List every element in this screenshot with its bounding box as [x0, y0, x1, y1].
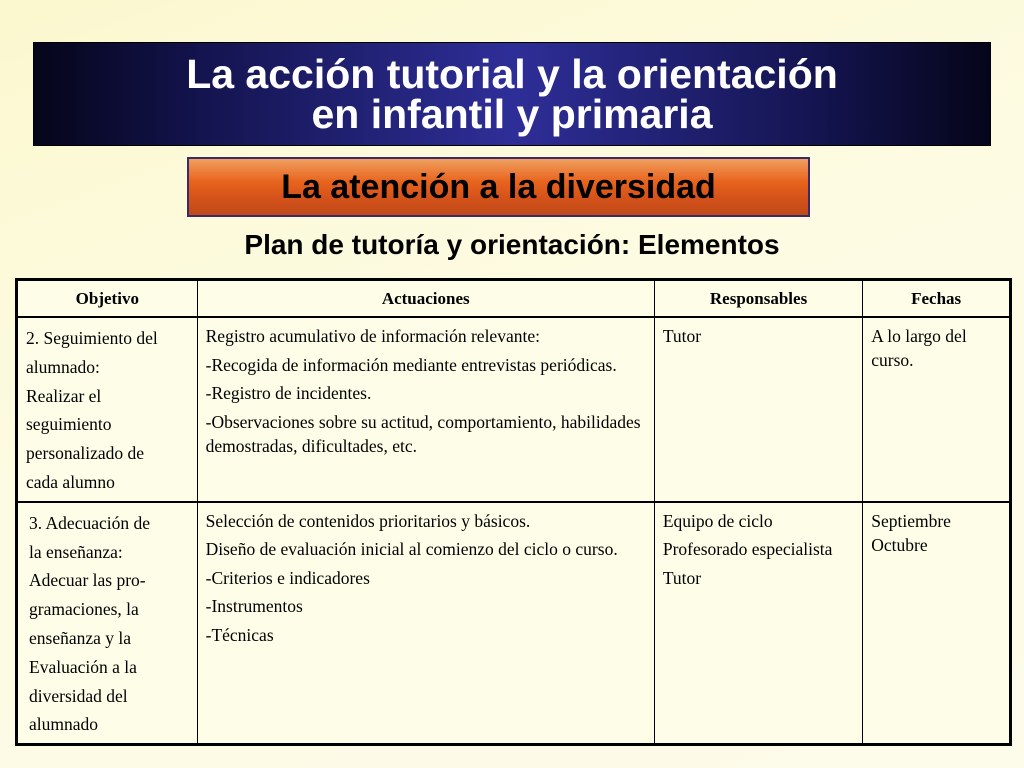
objetivo-line: seguimiento — [26, 414, 112, 435]
table-row — [17, 317, 1011, 502]
fecha-line: Octubre — [871, 534, 928, 555]
title-line-2: en infantil y primaria — [311, 91, 713, 137]
objetivo-line: gramaciones, la — [29, 599, 139, 620]
objetivo-line: personalizado de — [26, 443, 145, 464]
responsable-line: Tutor — [662, 326, 702, 346]
actuacion-line: -Criterios e indicadores — [205, 567, 370, 588]
cell-responsables — [654, 317, 862, 502]
fecha-line: A lo largo del curso. — [871, 326, 967, 370]
header-actuaciones: Actuaciones — [197, 280, 654, 318]
plan-heading: Plan de tutoría y orientación: Elementos — [244, 229, 780, 260]
objetivo-line: Adecuar las pro- — [29, 570, 146, 591]
header-responsables: Responsables — [654, 280, 862, 318]
actuacion-line: -Observaciones sobre su actitud, comportamiento, habilidades demostradas, dificultades, etc. — [205, 411, 641, 456]
actuacion-line: Diseño de evaluación inicial al comienzo del ciclo o curso. — [205, 539, 618, 560]
objetivo-line: 2. Seguimiento del — [26, 328, 158, 348]
title-line-1: La acción tutorial y la orientación — [186, 51, 838, 97]
objetivo-line: cada alumno — [26, 471, 115, 492]
objetivo-line: alumnado — [29, 714, 99, 735]
cell-actuaciones — [197, 317, 654, 502]
cell-objetivo — [17, 317, 198, 502]
fecha-line: Septiembre — [871, 510, 951, 531]
table-row — [17, 502, 1011, 745]
subtitle-text: La atención a la diversidad — [281, 167, 716, 206]
title-banner — [33, 42, 991, 146]
actuacion-line: -Instrumentos — [205, 596, 303, 617]
subtitle-box — [187, 157, 810, 217]
cell-actuaciones — [197, 502, 654, 745]
objetivo-line: enseñanza y la — [29, 627, 132, 648]
actuacion-line: -Recogida de información mediante entrevistas periódicas. — [205, 354, 617, 375]
responsable-line: Equipo de ciclo — [662, 510, 773, 531]
header-objetivo: Objetivo — [17, 280, 198, 318]
header-fechas: Fechas — [863, 280, 1011, 318]
objetivo-line: diversidad del — [29, 685, 128, 706]
cell-fechas — [863, 502, 1011, 745]
responsable-line: Tutor — [662, 567, 702, 588]
actuacion-line: Selección de contenidos prioritarios y básicos. — [205, 510, 531, 531]
actuacion-line: -Registro de incidentes. — [205, 383, 372, 403]
objetivo-line: 3. Adecuación de — [29, 512, 150, 533]
actuacion-line: Registro acumulativo de información relevante: — [205, 326, 540, 346]
objetivo-line: alumnado: — [26, 356, 100, 377]
cell-objetivo — [17, 502, 198, 745]
objetivo-line: Evaluación a la — [29, 656, 137, 677]
objetivo-line: Realizar el — [26, 385, 102, 406]
responsable-line: Profesorado especialista — [662, 539, 833, 560]
objetivo-line: la enseñanza: — [29, 541, 123, 562]
plan-table — [15, 278, 1012, 746]
table-header-row — [17, 280, 1011, 318]
actuacion-line: -Técnicas — [205, 624, 274, 645]
cell-responsables — [654, 502, 862, 745]
cell-fechas — [863, 317, 1011, 502]
